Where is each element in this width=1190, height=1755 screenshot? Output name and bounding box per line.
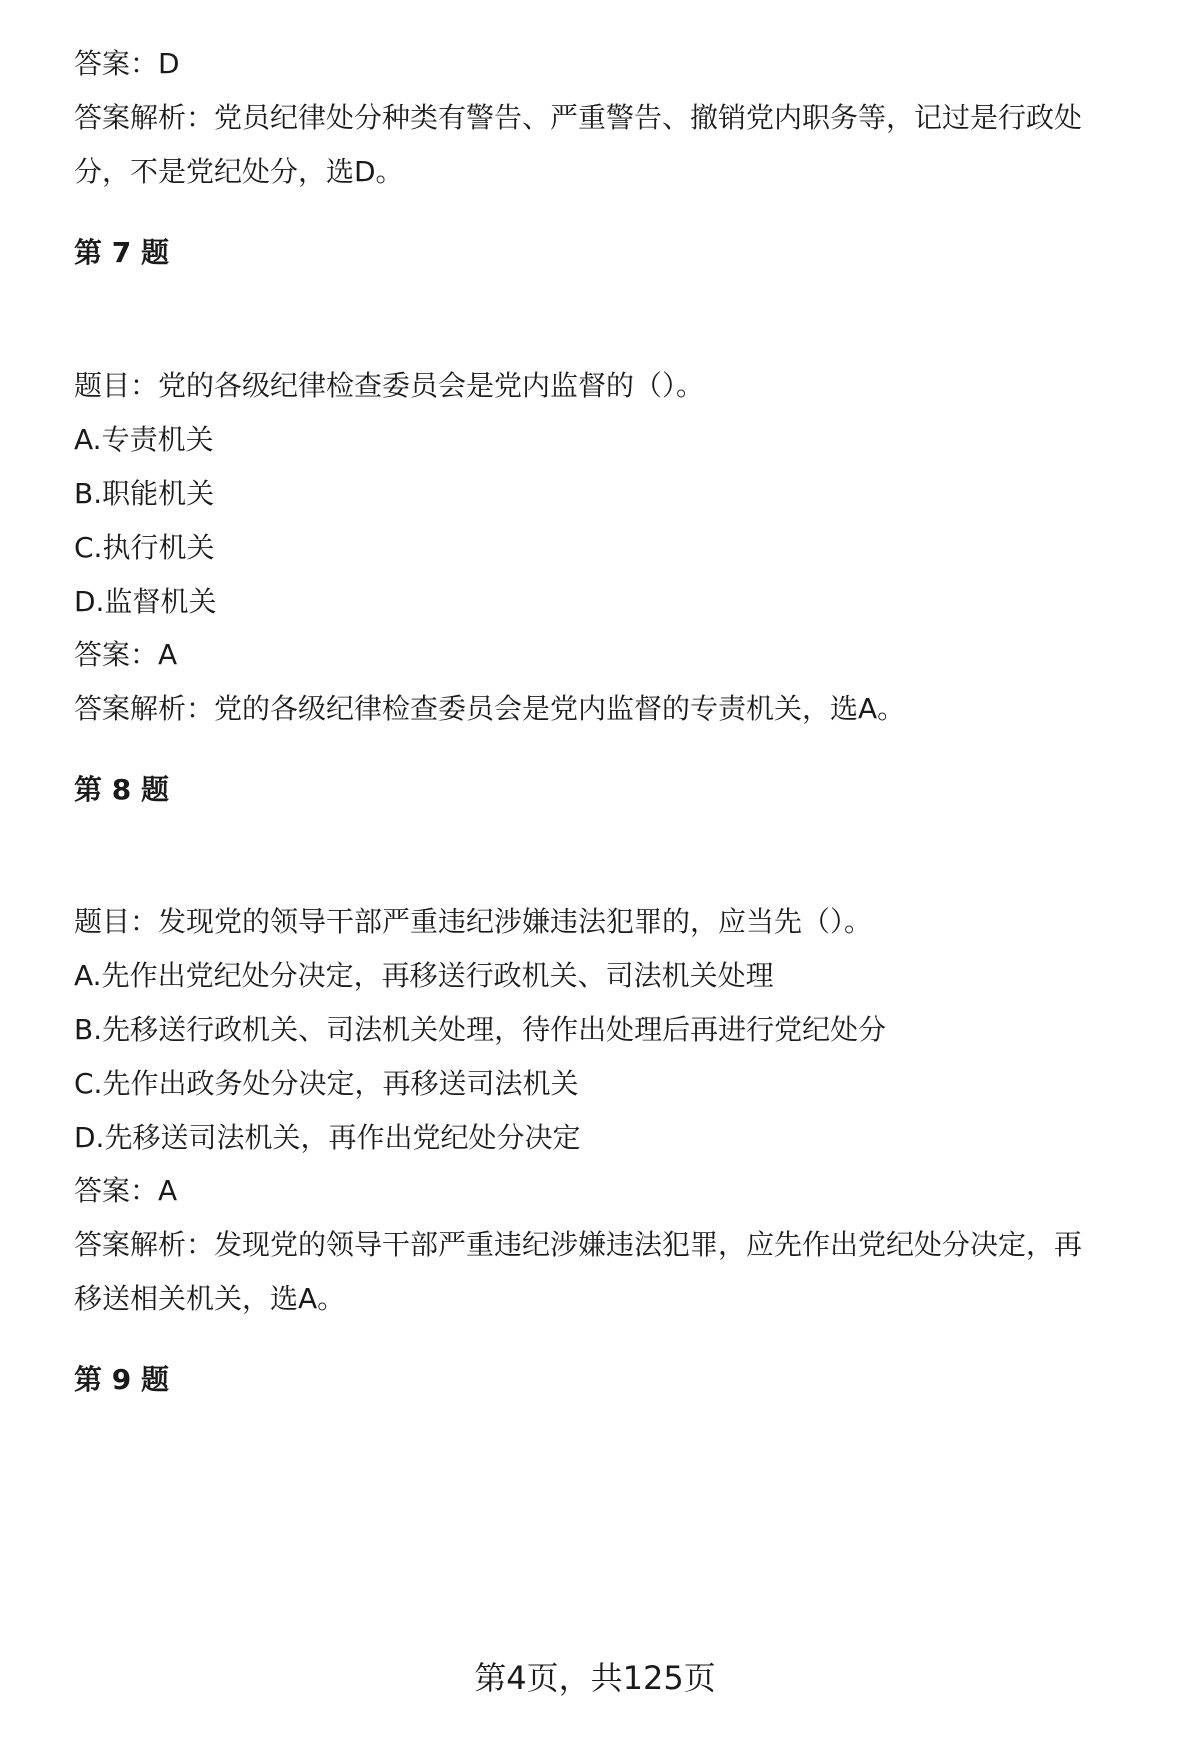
question-8-explanation-line2: 移送相关机关，选A。 xyxy=(74,1282,346,1315)
prev-answer: 答案：D xyxy=(74,47,180,80)
question-9-heading: 第 9 题 xyxy=(74,1363,169,1396)
question-7-answer: 答案：A xyxy=(74,638,178,671)
question-7-option-b: B.职能机关 xyxy=(74,477,215,510)
question-8-option-a: A.先作出党纪处分决定，再移送行政机关、司法机关处理 xyxy=(74,959,774,992)
prev-explanation-line2: 分，不是党纪处分，选D。 xyxy=(74,155,404,188)
question-7-text: 题目：党的各级纪律检查委员会是党内监督的（）。 xyxy=(74,369,705,402)
question-8-heading: 第 8 题 xyxy=(74,773,169,806)
question-7-option-a: A.专责机关 xyxy=(74,423,214,456)
prev-explanation-line1: 答案解析：党员纪律处分种类有警告、严重警告、撤销党内职务等，记过是行政处 xyxy=(74,101,1083,134)
question-8-explanation-line1: 答案解析：发现党的领导干部严重违纪涉嫌违法犯罪，应先作出党纪处分决定，再 xyxy=(74,1228,1083,1261)
question-8-option-d: D.先移送司法机关，再作出党纪处分决定 xyxy=(74,1121,581,1154)
question-7-option-d: D.监督机关 xyxy=(74,585,217,618)
question-8-option-c: C.先作出政务处分决定，再移送司法机关 xyxy=(74,1067,579,1100)
question-7-option-c: C.执行机关 xyxy=(74,531,215,564)
question-8-text: 题目：发现党的领导干部严重违纪涉嫌违法犯罪的，应当先（）。 xyxy=(74,905,873,938)
page-indicator: 第4页，共125页 xyxy=(474,1659,716,1697)
question-8-answer: 答案：A xyxy=(74,1174,178,1207)
question-8-option-b: B.先移送行政机关、司法机关处理，待作出处理后再进行党纪处分 xyxy=(74,1013,887,1046)
question-7-heading: 第 7 题 xyxy=(74,236,169,269)
question-7-explanation: 答案解析：党的各级纪律检查委员会是党内监督的专责机关，选A。 xyxy=(74,692,906,725)
